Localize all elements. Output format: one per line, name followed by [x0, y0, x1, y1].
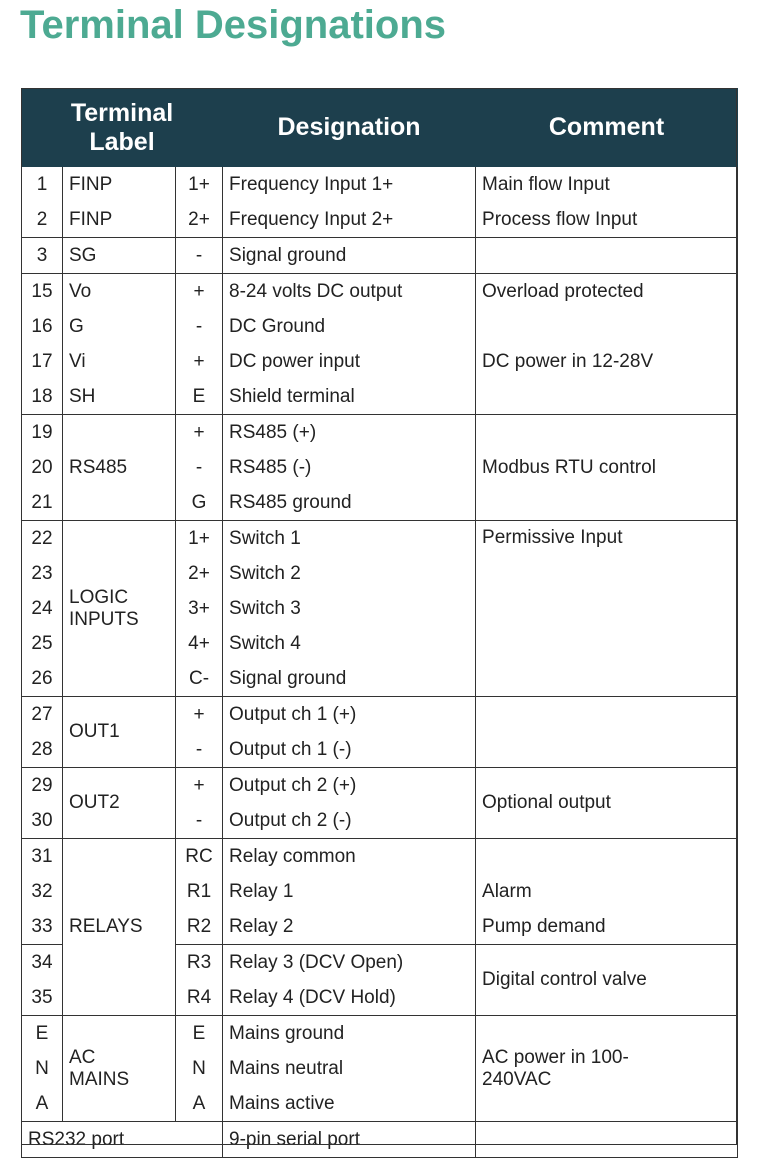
comment-cell: Pump demand [476, 909, 738, 945]
table-row [22, 167, 738, 203]
terminal-code: - [176, 803, 223, 839]
header-designation: Designation [223, 89, 476, 167]
table-row [22, 379, 738, 415]
table-row [22, 697, 738, 733]
terminal-number: N [22, 1051, 63, 1086]
terminal-number: 18 [22, 379, 63, 415]
comment-cell: Digital control valve [476, 945, 738, 1016]
terminal-group-label: RS485 [63, 415, 176, 521]
designation-cell: Switch 2 [223, 556, 476, 591]
terminal-code: R1 [176, 874, 223, 909]
terminal-number: E [22, 1016, 63, 1052]
terminal-number: 32 [22, 874, 63, 909]
terminal-code: - [176, 732, 223, 768]
comment-cell: Permissive Input [476, 521, 738, 697]
terminal-code: 1+ [176, 521, 223, 557]
table-row [22, 309, 738, 344]
terminal-code: RC [176, 839, 223, 875]
comment-cell [476, 697, 738, 768]
comment-cell: Modbus RTU control [476, 415, 738, 521]
designation-cell: Relay 1 [223, 874, 476, 909]
terminal-code: - [176, 309, 223, 344]
terminal-group-label: AC MAINS [63, 1016, 176, 1122]
table-row [22, 344, 738, 379]
terminal-number: 27 [22, 697, 63, 733]
designation-cell: Relay 4 (DCV Hold) [223, 980, 476, 1016]
terminal-number: 20 [22, 450, 63, 485]
comment-cell: AC power in 100-240VAC [476, 1016, 738, 1122]
terminal-code: N [176, 1051, 223, 1086]
comment-cell [476, 839, 738, 875]
terminal-code: R4 [176, 980, 223, 1016]
terminal-number: A [22, 1086, 63, 1122]
designation-cell: DC power input [223, 344, 476, 379]
designation-cell: 8-24 volts DC output [223, 274, 476, 310]
designation-cell: RS485 (+) [223, 415, 476, 451]
terminal-code: R2 [176, 909, 223, 945]
terminal-number: 26 [22, 661, 63, 697]
terminal-group-label: RELAYS [63, 839, 176, 1016]
terminal-name: Vo [63, 274, 176, 310]
comment-cell: Optional output [476, 768, 738, 839]
designation-cell: Output ch 2 (-) [223, 803, 476, 839]
designation-cell: Mains ground [223, 1016, 476, 1052]
comment-cell: DC power in 12-28V [476, 344, 738, 379]
designation-cell: Output ch 1 (+) [223, 697, 476, 733]
designation-cell: RS485 (-) [223, 450, 476, 485]
terminal-code: + [176, 344, 223, 379]
terminal-number: 1 [22, 167, 63, 203]
terminal-code: 3+ [176, 591, 223, 626]
page-title: Terminal Designations [20, 3, 447, 47]
designation-cell: Output ch 2 (+) [223, 768, 476, 804]
table-row [22, 1016, 738, 1052]
terminal-name: SG [63, 238, 176, 274]
terminal-number: 34 [22, 945, 63, 981]
header-comment: Comment [476, 89, 738, 167]
table-row [22, 274, 738, 310]
terminal-number: 15 [22, 274, 63, 310]
table-row [22, 521, 738, 557]
terminal-code: C- [176, 661, 223, 697]
comment-cell [476, 238, 738, 274]
terminal-group-label: OUT1 [63, 697, 176, 768]
terminal-number: 22 [22, 521, 63, 557]
terminal-code: E [176, 1016, 223, 1052]
designation-cell: Relay 2 [223, 909, 476, 945]
comment-cell: Overload protected [476, 274, 738, 310]
terminal-code: E [176, 379, 223, 415]
terminal-code: - [176, 238, 223, 274]
terminal-table [21, 88, 738, 1158]
terminal-port-label: RS232 port [22, 1122, 223, 1158]
comment-cell: Process flow Input [476, 202, 738, 238]
table-row [22, 238, 738, 274]
terminal-number: 3 [22, 238, 63, 274]
terminal-name: SH [63, 379, 176, 415]
table-row [22, 768, 738, 804]
table-row [22, 839, 738, 875]
terminal-number: 23 [22, 556, 63, 591]
terminal-number: 17 [22, 344, 63, 379]
designation-cell: Shield terminal [223, 379, 476, 415]
comment-cell: Main flow Input [476, 167, 738, 203]
terminal-code: + [176, 768, 223, 804]
table-row [22, 202, 738, 238]
terminal-code: 2+ [176, 556, 223, 591]
terminal-number: 25 [22, 626, 63, 661]
terminal-number: 19 [22, 415, 63, 451]
terminal-code: A [176, 1086, 223, 1122]
terminal-number: 33 [22, 909, 63, 945]
designation-cell: Output ch 1 (-) [223, 732, 476, 768]
terminal-number: 2 [22, 202, 63, 238]
designation-cell: Signal ground [223, 238, 476, 274]
designation-cell: Relay 3 (DCV Open) [223, 945, 476, 981]
terminal-number: 21 [22, 485, 63, 521]
terminal-code: 1+ [176, 167, 223, 203]
terminal-number: 16 [22, 309, 63, 344]
terminal-name: FINP [63, 167, 176, 203]
terminal-number: 35 [22, 980, 63, 1016]
designation-cell: Relay common [223, 839, 476, 875]
comment-cell [476, 379, 738, 415]
terminal-code: + [176, 274, 223, 310]
terminal-code: 2+ [176, 202, 223, 238]
header-row [22, 89, 738, 167]
terminal-number: 31 [22, 839, 63, 875]
comment-cell [476, 1122, 738, 1158]
table-row [22, 415, 738, 451]
designation-cell: Switch 1 [223, 521, 476, 557]
terminal-number: 28 [22, 732, 63, 768]
terminal-number: 30 [22, 803, 63, 839]
terminal-code: - [176, 450, 223, 485]
terminal-code: + [176, 697, 223, 733]
designation-cell: Frequency Input 1+ [223, 167, 476, 203]
terminal-code: G [176, 485, 223, 521]
terminal-code: R3 [176, 945, 223, 981]
designation-cell: Frequency Input 2+ [223, 202, 476, 238]
comment-cell: Alarm [476, 874, 738, 909]
terminal-code: 4+ [176, 626, 223, 661]
designation-cell: Switch 3 [223, 591, 476, 626]
header-terminal-label: Terminal Label [22, 89, 223, 167]
terminal-number: 24 [22, 591, 63, 626]
designation-cell: Signal ground [223, 661, 476, 697]
terminal-group-label: LOGIC INPUTS [63, 521, 176, 697]
table-row [22, 1122, 738, 1158]
terminal-number: 29 [22, 768, 63, 804]
terminal-code: + [176, 415, 223, 451]
designation-cell: Switch 4 [223, 626, 476, 661]
terminal-name: FINP [63, 202, 176, 238]
designation-cell: RS485 ground [223, 485, 476, 521]
designation-cell: Mains active [223, 1086, 476, 1122]
comment-cell [476, 309, 738, 344]
terminal-group-label: OUT2 [63, 768, 176, 839]
terminal-name: Vi [63, 344, 176, 379]
designation-cell: Mains neutral [223, 1051, 476, 1086]
designation-cell: 9-pin serial port [223, 1122, 476, 1158]
terminal-name: G [63, 309, 176, 344]
designation-cell: DC Ground [223, 309, 476, 344]
